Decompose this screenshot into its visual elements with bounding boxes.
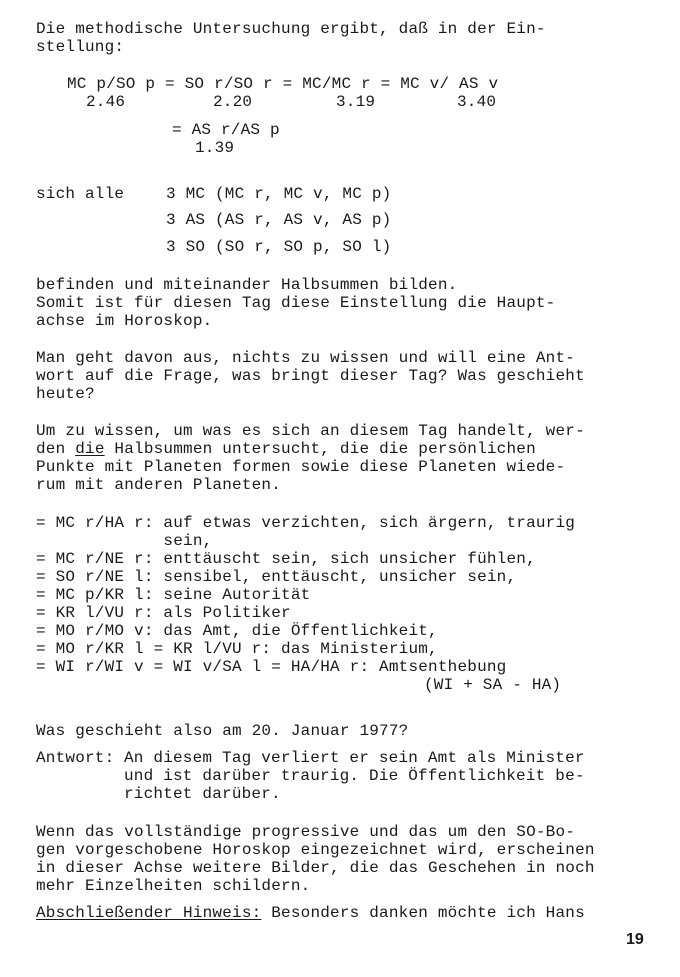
para2-line-1: Man geht davon aus, nichts zu wissen und will eine Ant-	[36, 349, 576, 367]
answer-line-2: und ist darüber traurig. Die Öffentlichkeit be-	[124, 767, 585, 785]
list-item: sein,	[36, 532, 213, 550]
formula-value-3: 3.19	[336, 93, 376, 111]
para4-line-2: gen vorgeschobene Horoskop eingezeichnet wird, erscheinen	[36, 841, 595, 859]
list-item: = KR l/VU r: als Politiker	[36, 604, 291, 622]
para3-line-3: Punkte mit Planeten formen sowie diese Planeten wiede-	[36, 458, 566, 476]
list-item: = MO r/MO v: das Amt, die Öffentlichkeit,	[36, 622, 438, 640]
group-mc: 3 MC (MC r, MC v, MC p)	[166, 185, 392, 203]
page-number: 19	[626, 931, 644, 948]
group-as: 3 AS (AS r, AS v, AS p)	[166, 211, 392, 229]
intro-line-2: stellung:	[36, 38, 125, 56]
para3-line-4: rum mit anderen Planeten.	[36, 476, 282, 494]
formula-value-1: 2.46	[86, 93, 126, 111]
answer-label: Antwort:	[36, 749, 115, 767]
para3-line-2	[36, 440, 536, 458]
closing-text: Besonders danken möchte ich Hans	[261, 904, 585, 922]
para4-line-3: in dieser Achse weitere Bilder, die das Geschehen in noch	[36, 859, 595, 877]
closing-line	[36, 904, 585, 922]
list-item-formula: (WI + SA - HA)	[424, 676, 562, 694]
closing-label: Abschließender Hinweis:	[36, 904, 262, 922]
formula-value-2: 2.20	[213, 93, 253, 111]
formula-value-5: 1.39	[195, 139, 235, 157]
list-item: = SO r/NE l: sensibel, enttäuscht, unsicher sein,	[36, 568, 517, 586]
list-item: = MC r/HA r: auf etwas verzichten, sich ärgern, traurig	[36, 514, 576, 532]
list-item: = MO r/KR l = KR l/VU r: das Ministerium,	[36, 640, 438, 658]
para3-line-2-pre: den	[36, 440, 76, 458]
para2-line-2: wort auf die Frage, was bringt dieser Tag? Was geschieht	[36, 367, 585, 385]
formula-value-4: 3.40	[457, 93, 497, 111]
question: Was geschieht also am 20. Januar 1977?	[36, 722, 409, 740]
formula-row-1: MC p/SO p = SO r/SO r = MC/MC r = MC v/ AS v	[67, 75, 499, 93]
list-item: = MC r/NE r: enttäuscht sein, sich unsicher fühlen,	[36, 550, 536, 568]
para1-line-1: befinden und miteinander Halbsummen bilden.	[36, 276, 458, 294]
para3-line-1: Um zu wissen, um was es sich an diesem Tag handelt, wer-	[36, 422, 585, 440]
para3-line-2-post: Halbsummen untersucht, die die persönlichen	[104, 440, 536, 458]
underlined-die: die	[75, 440, 105, 458]
para4-line-1: Wenn das vollständige progressive und das um den SO-Bo-	[36, 823, 576, 841]
formula-row-2: = AS r/AS p	[172, 121, 280, 139]
intro-line-1: Die methodische Untersuchung ergibt, daß in der Ein-	[36, 20, 546, 38]
answer-line-3: richtet darüber.	[124, 785, 281, 803]
list-item: = WI r/WI v = WI v/SA l = HA/HA r: Amtsenthebung	[36, 658, 507, 676]
para4-line-4: mehr Einzelheiten schildern.	[36, 877, 311, 895]
answer-line-1: An diesem Tag verliert er sein Amt als Minister	[124, 749, 585, 767]
groups-lead: sich alle	[36, 185, 125, 203]
group-so: 3 SO (SO r, SO p, SO l)	[166, 238, 392, 256]
para1-line-3: achse im Horoskop.	[36, 312, 213, 330]
list-item: = MC p/KR l: seine Autorität	[36, 586, 311, 604]
para2-line-3: heute?	[36, 385, 95, 403]
para1-line-2: Somit ist für diesen Tag diese Einstellung die Haupt-	[36, 294, 556, 312]
